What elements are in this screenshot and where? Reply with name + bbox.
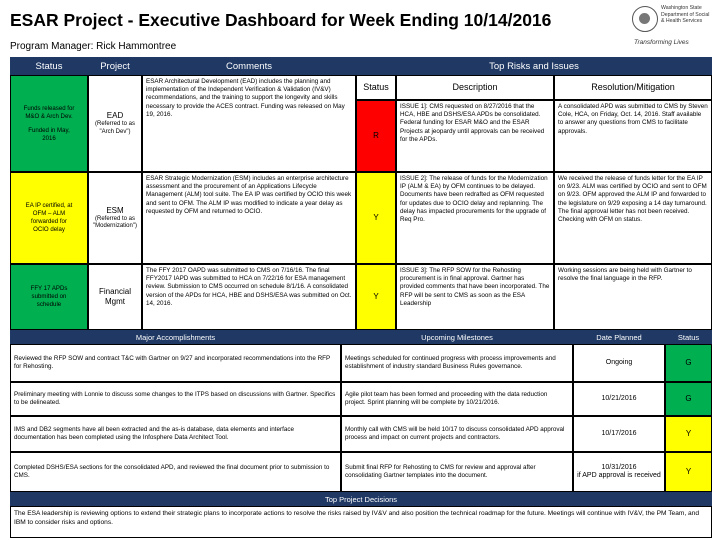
milestone-status-cell (665, 344, 712, 382)
milestone-status-cell (665, 452, 712, 492)
project-column-header: Project (88, 57, 142, 75)
date-planned-header: Date Planned (573, 330, 665, 344)
logo-line: & Health Services (661, 18, 703, 25)
accomplishment-text: Completed DSHS/ESA sections for the consolidated APD, and reviewed the final document prior to submission to CMS. (14, 463, 330, 479)
milestone-date: 10/21/2016 (573, 382, 665, 416)
logo-line: Washington State (661, 5, 702, 11)
accomplishment-text: IMS and DB2 segments have all been extracted and the as-is database, data elements and interface documentation has been completed using the Infosphere Data Architect Tool. (14, 425, 295, 441)
decisions-header: Top Project Decisions (10, 492, 712, 506)
project-name-cell (88, 75, 142, 172)
risk-resolution: We received the release of funds letter for the EA IP on 9/23. ALM was certified by OCIO and sent to OFM on 9/23. OFM approved the ALM IP and forwarded to the legislature on 9/29 exposing a 14 day turnaround. The final approval letter has not been received. Checking with OFM on status. (554, 172, 712, 264)
risk-resolution: A consolidated APD was submitted to CMS by Steven Cole, HCA, on Friday, Oct. 14, 2016. Staff available to answer any questions from CMS to facilitate approvals. (554, 100, 712, 172)
milestone-text: Submit final RFP for Rehosting to CMS for review and approval after consolidating Gartner templates into the document. (345, 463, 536, 479)
project-name-cell (88, 172, 142, 264)
milestone-item (341, 382, 573, 416)
risk-status-cell (356, 100, 396, 172)
milestone-status-cell (665, 382, 712, 416)
milestone-text: Meetings scheduled for continued progress with process improvements and establishment of industry standard Business Rules governance. (345, 354, 556, 370)
milestone-item (341, 416, 573, 452)
milestones-header: Upcoming Milestones (341, 330, 573, 344)
seal-icon (632, 6, 658, 32)
milestone-date: 10/31/2016 if APD approval is received (573, 452, 665, 492)
project-status-cell (10, 75, 88, 172)
status-text: EA IP certified, at OFM – ALM forwarded for OCIO delay (25, 202, 73, 233)
status-column-header: Status (10, 57, 88, 75)
milestone-status-letter: Y (685, 428, 692, 438)
milestone-date: Ongoing (573, 344, 665, 382)
comments-column-header: Comments (142, 57, 356, 75)
logo-line: Department of Social (661, 11, 710, 18)
risk-status-header: Status (356, 75, 396, 100)
project-comments: ESAR Architectural Development (EAD) includes the planning and implementation of the Independent Verification & Validation (IV&V) recommendations, and the training to support the longevity and skills necessary to provide the ACES contract. Funding was released on May 19, 2016. (142, 75, 356, 172)
risk-resolution: Working sessions are being held with Gartner to resolve the final language in the RFP. (554, 264, 712, 330)
risk-status-letter: Y (373, 212, 379, 222)
resolution-header: Resolution/Mitigation (554, 75, 712, 100)
milestone-status-cell (665, 416, 712, 452)
logo-text (661, 5, 709, 25)
milestone-date: 10/17/2016 (573, 416, 665, 452)
project-status-cell (10, 264, 88, 330)
project-subtitle: (Referred to as "Modernization") (93, 215, 137, 229)
project-comments: ESAR Strategic Modernization (ESM) includes an enterprise architecture assessment and the procurement of an Applications Lifecycle Management (ALM) tool suite. The EA IP was certified by OCIO this week and sent to OFM. The ALM IP was modified to indicate a year delay as requested by OFM and returned to OCIO. (142, 172, 356, 264)
risk-description: ISSUE 3]: The RFP SOW for the Rehosting procurement is in final approval. Gartner has provided comments that have been incorporated. The RFP will be sent to CMS as soon as the ESA Leadership (396, 264, 554, 330)
accomplishment-text: Reviewed the RFP SOW and contract T&C with Gartner on 9/27 and incorporated recommendations into the RFP for Rehosting. (14, 354, 331, 370)
status-text: Funds released for M&O & Arch Dev. (23, 104, 75, 120)
milestone-status-letter: Y (685, 466, 692, 476)
logo-tagline: Transforming Lives (634, 39, 689, 46)
risk-status-letter: Y (373, 291, 379, 301)
project-name-cell (88, 264, 142, 330)
project-name: Financial Mgmt (98, 287, 131, 306)
milestone-status-letter: G (685, 393, 692, 403)
milestone-text: Monthly call with CMS will be held 10/17 to discuss consolidated APD approval process and impact on current projects and contractors. (345, 425, 565, 441)
risk-description: ISSUE 2]: The release of funds for the Modernization IP (ALM & EA) by OFM continues to be delayed. Documents have been redrafted as OFM requested for updates due to OCIO delay and replanning. The delay has impacted procurements for the upgrade of Req Pro. (396, 172, 554, 264)
risk-status-letter: R (373, 130, 379, 140)
project-subtitle: (Referred to as "Arch Dev") (94, 121, 136, 135)
risk-description: ISSUE 1]: CMS requested on 8/27/2016 that the HCA, HBE and DSHS/ESA APDs be consolidated. Federal funding for ESAR M&O and the ESAR Projects at jeopardy until approvals can be received for the APDs. (396, 100, 554, 172)
accomplishment-item (10, 344, 341, 382)
project-name: EAD (106, 111, 124, 120)
risk-status-cell (356, 172, 396, 264)
risks-column-header: Top Risks and Issues (356, 57, 712, 75)
project-comments: The FFY 2017 OAPD was submitted to CMS on 7/16/16. The final FFY2017 IAPD was submitted to HCA on 7/22/16 for ESA management review. Submission to CMS occurred on schedule 8/1/16. A consolidated version of the APDs for HCA, HBE and DSHS/ESA was submitted on Oct. 14, 2016. (142, 264, 356, 330)
project-name: ESM (106, 205, 124, 215)
decisions-text: The ESA leadership is reviewing options to extend their strategic plans to incorporate actions to resolve the risks raised by IV&V and also position the technical roadmap for the future. Meetings will continue with IV&V, the PM Team, and IBM to consider risks and options. (10, 506, 712, 538)
project-status-cell (10, 172, 88, 264)
accomplishments-header: Major Accomplishments (10, 330, 341, 344)
description-header: Description (396, 75, 554, 100)
milestone-status-header: Status (665, 330, 712, 344)
status-text: FFY 17 APDs submitted on schedule (30, 285, 68, 308)
agency-logo (632, 4, 716, 48)
milestone-status-letter: G (685, 357, 692, 367)
page-title: ESAR Project - Executive Dashboard for Week Ending 10/14/2016 (10, 10, 552, 30)
accomplishment-item (10, 382, 341, 416)
accomplishment-item (10, 416, 341, 452)
accomplishment-item (10, 452, 341, 492)
accomplishment-text: Preliminary meeting with Lonnie to discuss some changes to the ITPS based on discussions with Gartner. Specifics to be delineated. (14, 390, 336, 406)
milestone-item (341, 452, 573, 492)
milestone-text: Agile pilot team has been formed and proceeding with the data reduction project. Sprint planning will be complete by 10/21/2016. (345, 390, 548, 406)
program-manager: Program Manager: Rick Hammontree (10, 41, 177, 52)
milestone-item (341, 344, 573, 382)
status-text: Funded in May, 2016 (28, 126, 70, 142)
risk-status-cell (356, 264, 396, 330)
